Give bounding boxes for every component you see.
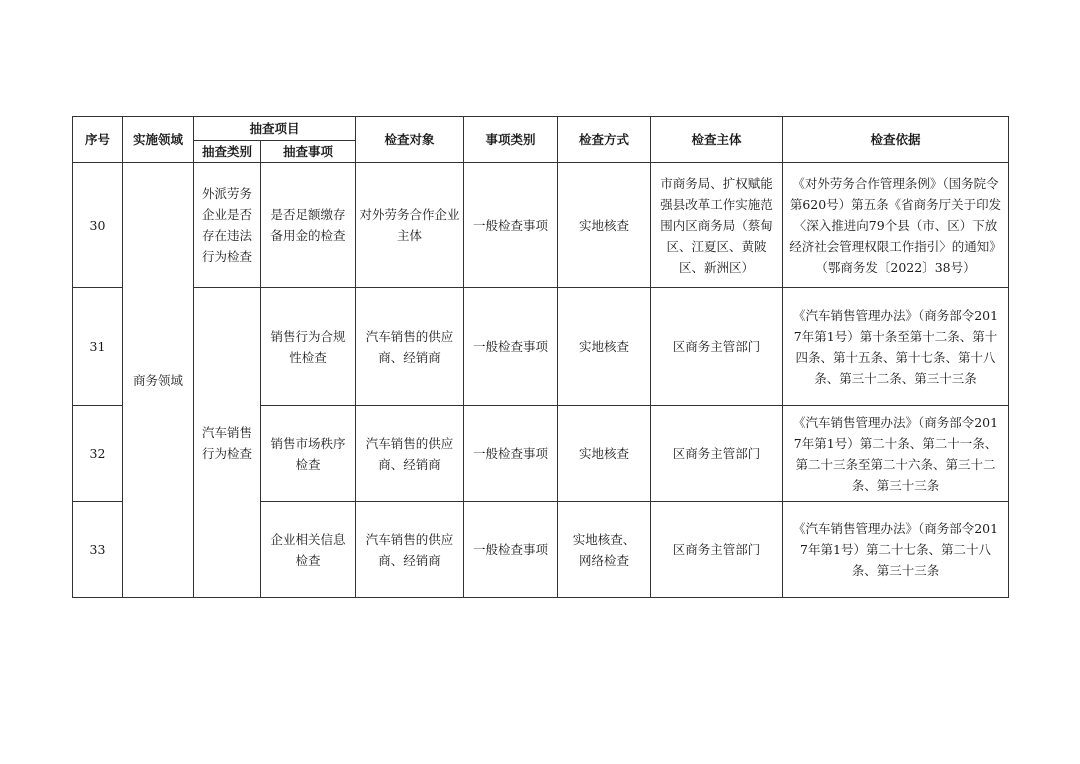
- auto-category-cell: 汽车销售行为检查: [194, 288, 261, 598]
- header-seq: 序号: [73, 117, 123, 163]
- row-type: 一般检查事项: [464, 502, 558, 598]
- header-type: 事项类别: [464, 117, 558, 163]
- row-matter: 销售行为合规性检查: [261, 288, 356, 406]
- row-subject: 市商务局、扩权赋能强县改革工作实施范围内区商务局（蔡甸区、江夏区、黄陂区、新洲区）: [651, 163, 783, 288]
- table-row: [73, 288, 1009, 406]
- row-basis: 《对外劳务合作管理条例》（国务院令第620号）第五条《省商务厅关于印发〈深入推进向79个县（市、区）下放经济社会管理权限工作指引〉的通知》（鄂商务发〔2022〕38号）: [783, 163, 1009, 288]
- header-subject: 检查主体: [651, 117, 783, 163]
- row-matter: 企业相关信息检查: [261, 502, 356, 598]
- row-subject: 区商务主管部门: [651, 406, 783, 502]
- row-type: 一般检查事项: [464, 163, 558, 288]
- inspection-table: [72, 116, 1009, 598]
- domain-cell: 商务领域: [123, 163, 194, 598]
- row-basis: 《汽车销售管理办法》（商务部令2017年第1号）第二十条、第二十一条、第二十三条至第二十六条、第三十二条、第三十三条: [783, 406, 1009, 502]
- row-method: 实地核查: [558, 288, 651, 406]
- row-object: 汽车销售的供应商、经销商: [356, 406, 464, 502]
- row-type: 一般检查事项: [464, 288, 558, 406]
- row-subject: 区商务主管部门: [651, 502, 783, 598]
- row-seq: 33: [73, 502, 123, 598]
- row-seq: 31: [73, 288, 123, 406]
- header-matter: 抽查事项: [261, 141, 356, 163]
- row-object: 对外劳务合作企业主体: [356, 163, 464, 288]
- header-row: [73, 117, 1009, 141]
- row-method: 实地核查、网络检查: [558, 502, 651, 598]
- row-method: 实地核查: [558, 163, 651, 288]
- header-object: 检查对象: [356, 117, 464, 163]
- row-basis: 《汽车销售管理办法》（商务部令2017年第1号）第二十七条、第二十八条、第三十三条: [783, 502, 1009, 598]
- row-subject: 区商务主管部门: [651, 288, 783, 406]
- header-basis: 检查依据: [783, 117, 1009, 163]
- row-seq: 30: [73, 163, 123, 288]
- row-category: 外派劳务企业是否存在违法行为检查: [194, 163, 261, 288]
- header-domain: 实施领域: [123, 117, 194, 163]
- row-matter: 销售市场秩序检查: [261, 406, 356, 502]
- row-type: 一般检查事项: [464, 406, 558, 502]
- table-row: [73, 163, 1009, 288]
- header-item: 抽查项目: [194, 117, 356, 141]
- row-object: 汽车销售的供应商、经销商: [356, 502, 464, 598]
- header-method: 检查方式: [558, 117, 651, 163]
- row-matter: 是否足额缴存备用金的检查: [261, 163, 356, 288]
- row-object: 汽车销售的供应商、经销商: [356, 288, 464, 406]
- row-basis: 《汽车销售管理办法》（商务部令2017年第1号）第十条至第十二条、第十四条、第十五条、第十七条、第十八条、第三十二条、第三十三条: [783, 288, 1009, 406]
- header-category: 抽查类别: [194, 141, 261, 163]
- row-seq: 32: [73, 406, 123, 502]
- row-method: 实地核查: [558, 406, 651, 502]
